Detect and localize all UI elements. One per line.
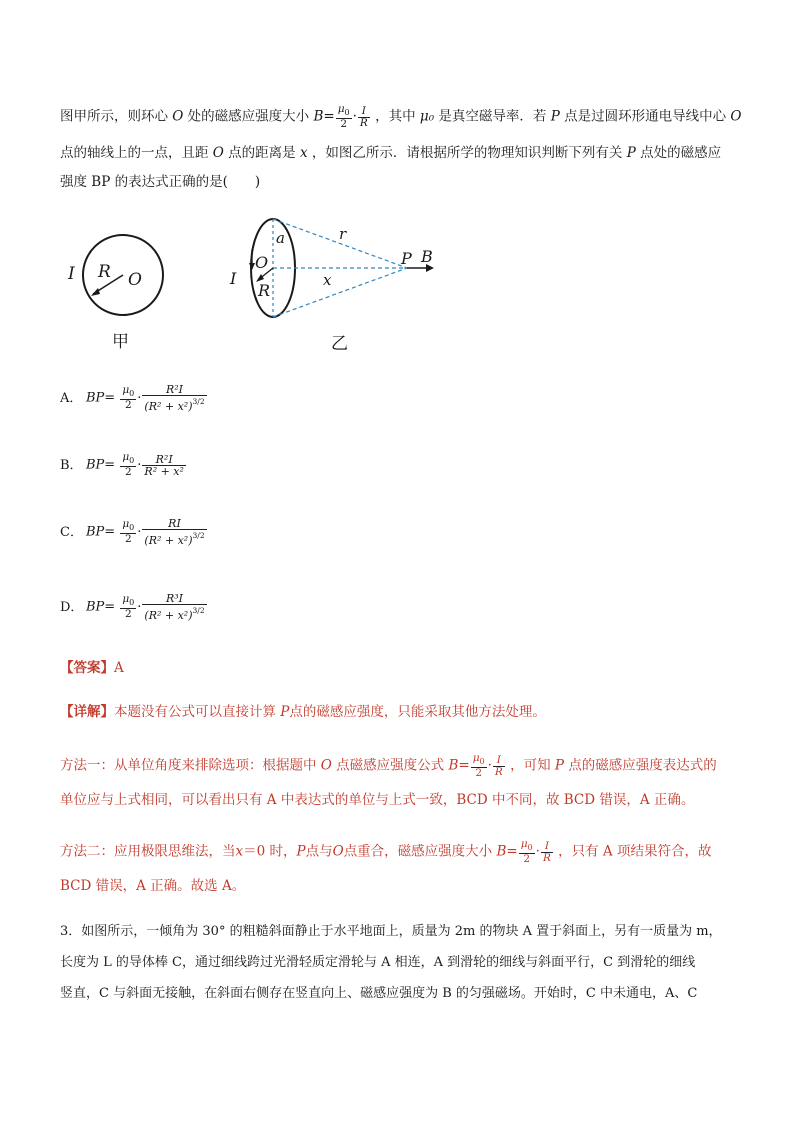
method1-line-2: 单位应与上式相同，可以看出只有 A 中表达式的单位与上式一致，BCD 中不同，故 BCD 错误，A 正确。 (60, 792, 695, 808)
formula-I-over-R: $\frac{I}{R}$ (359, 104, 368, 129)
label-O-yi: O (255, 253, 269, 272)
answer-line: 【答案】A (60, 660, 124, 676)
intro-line-1: 图甲所示，则环心 O 处的磁感应强度大小 B= $\frac{\mu_0}{2}$ · $\frac{I}{R}$ ，其中 μ₀ 是真空磁导率．若 P 点是过圆环形通电导线中心 O (60, 103, 742, 130)
caption-jia: 甲 (112, 332, 129, 352)
label-I-yi: I (230, 269, 237, 288)
label-P: P (401, 249, 412, 268)
intro-line-3: 强度 BP 的表达式正确的是( ) (60, 174, 261, 190)
caption-yi: 乙 (331, 334, 348, 354)
radius-arrowhead (91, 288, 100, 296)
option-d: D． BP= $\frac{\mu_0}{2}$ · $\frac{\text{R³I}}{(R^2 + x^2)^{3/2}}$ (60, 592, 205, 622)
method2-line-2: BCD 错误，A 正确。故选 A。 (60, 878, 246, 894)
q3-line-2: 长度为 L 的导体棒 C，通过细线跨过光滑轻质定滑轮与 A 相连，A 到滑轮的细线与斜面平行，C 到滑轮的细线 (60, 955, 696, 970)
label-I: I (68, 264, 75, 284)
label-R: R (98, 262, 111, 282)
option-b: B． BP= $\frac{\mu_0}{2}$ · $\frac{\text{R²I}}{\text{R² + x²}}$ (60, 451, 184, 478)
figure-yi (225, 214, 445, 354)
label-O: O (128, 270, 142, 290)
q3-line-1: 3．如图所示，一倾角为 30° 的粗糙斜面静止于水平地面上，质量为 2m 的物块 A 置于斜面上，另有一质量为 m， (60, 924, 722, 939)
label-R-yi: R (258, 281, 271, 300)
formula-mu0-over-2: $\frac{\mu_0}{2}$ (337, 103, 350, 130)
method1-line-1: 方法一：从单位角度来排除选项：根据题中 O 点磁感应强度公式 B= $\frac{\mu_0}{2}$ · $\frac{I}{R}$ ，可知 P 点的磁感应强度表达式的 (60, 752, 717, 779)
label-a: a (276, 229, 285, 247)
intro-line-2: 点的轴线上的一点，且距 O 点的距离是 x ，如图乙所示．请根据所学的物理知识判断下列有关 P 点处的磁感应 (60, 145, 722, 161)
label-x: x (323, 271, 332, 289)
figure-jia (60, 222, 170, 352)
option-c: C． BP= $\frac{\mu_0}{2}$ · $\frac{RI}{(R^2 + x^2)^{3/2}}$ (60, 517, 205, 547)
q3-line-3: 竖直，C 与斜面无接触，在斜面右侧存在竖直向上、磁感应强度为 B 的匀强磁场。开始时，C 中未通电，A、C (60, 986, 698, 1001)
option-a: A． BP= $\frac{\mu_0}{2}$ · $\frac{\text{R²I}}{(R^2 + x^2)^{3/2}}$ (60, 383, 205, 413)
label-r: r (339, 225, 347, 243)
method2-line-1: 方法二：应用极限思维法，当x＝0 时，P点与O点重合，磁感应强度大小 B= $\frac{\mu_0}{2}$ · $\frac{I}{R}$ ，只有 A 项结果符合，故 (60, 838, 712, 865)
label-B: B (421, 247, 433, 266)
explain-line: 【详解】本题没有公式可以直接计算 P点的磁感应强度，只能采取其他方法处理。 (60, 704, 546, 720)
